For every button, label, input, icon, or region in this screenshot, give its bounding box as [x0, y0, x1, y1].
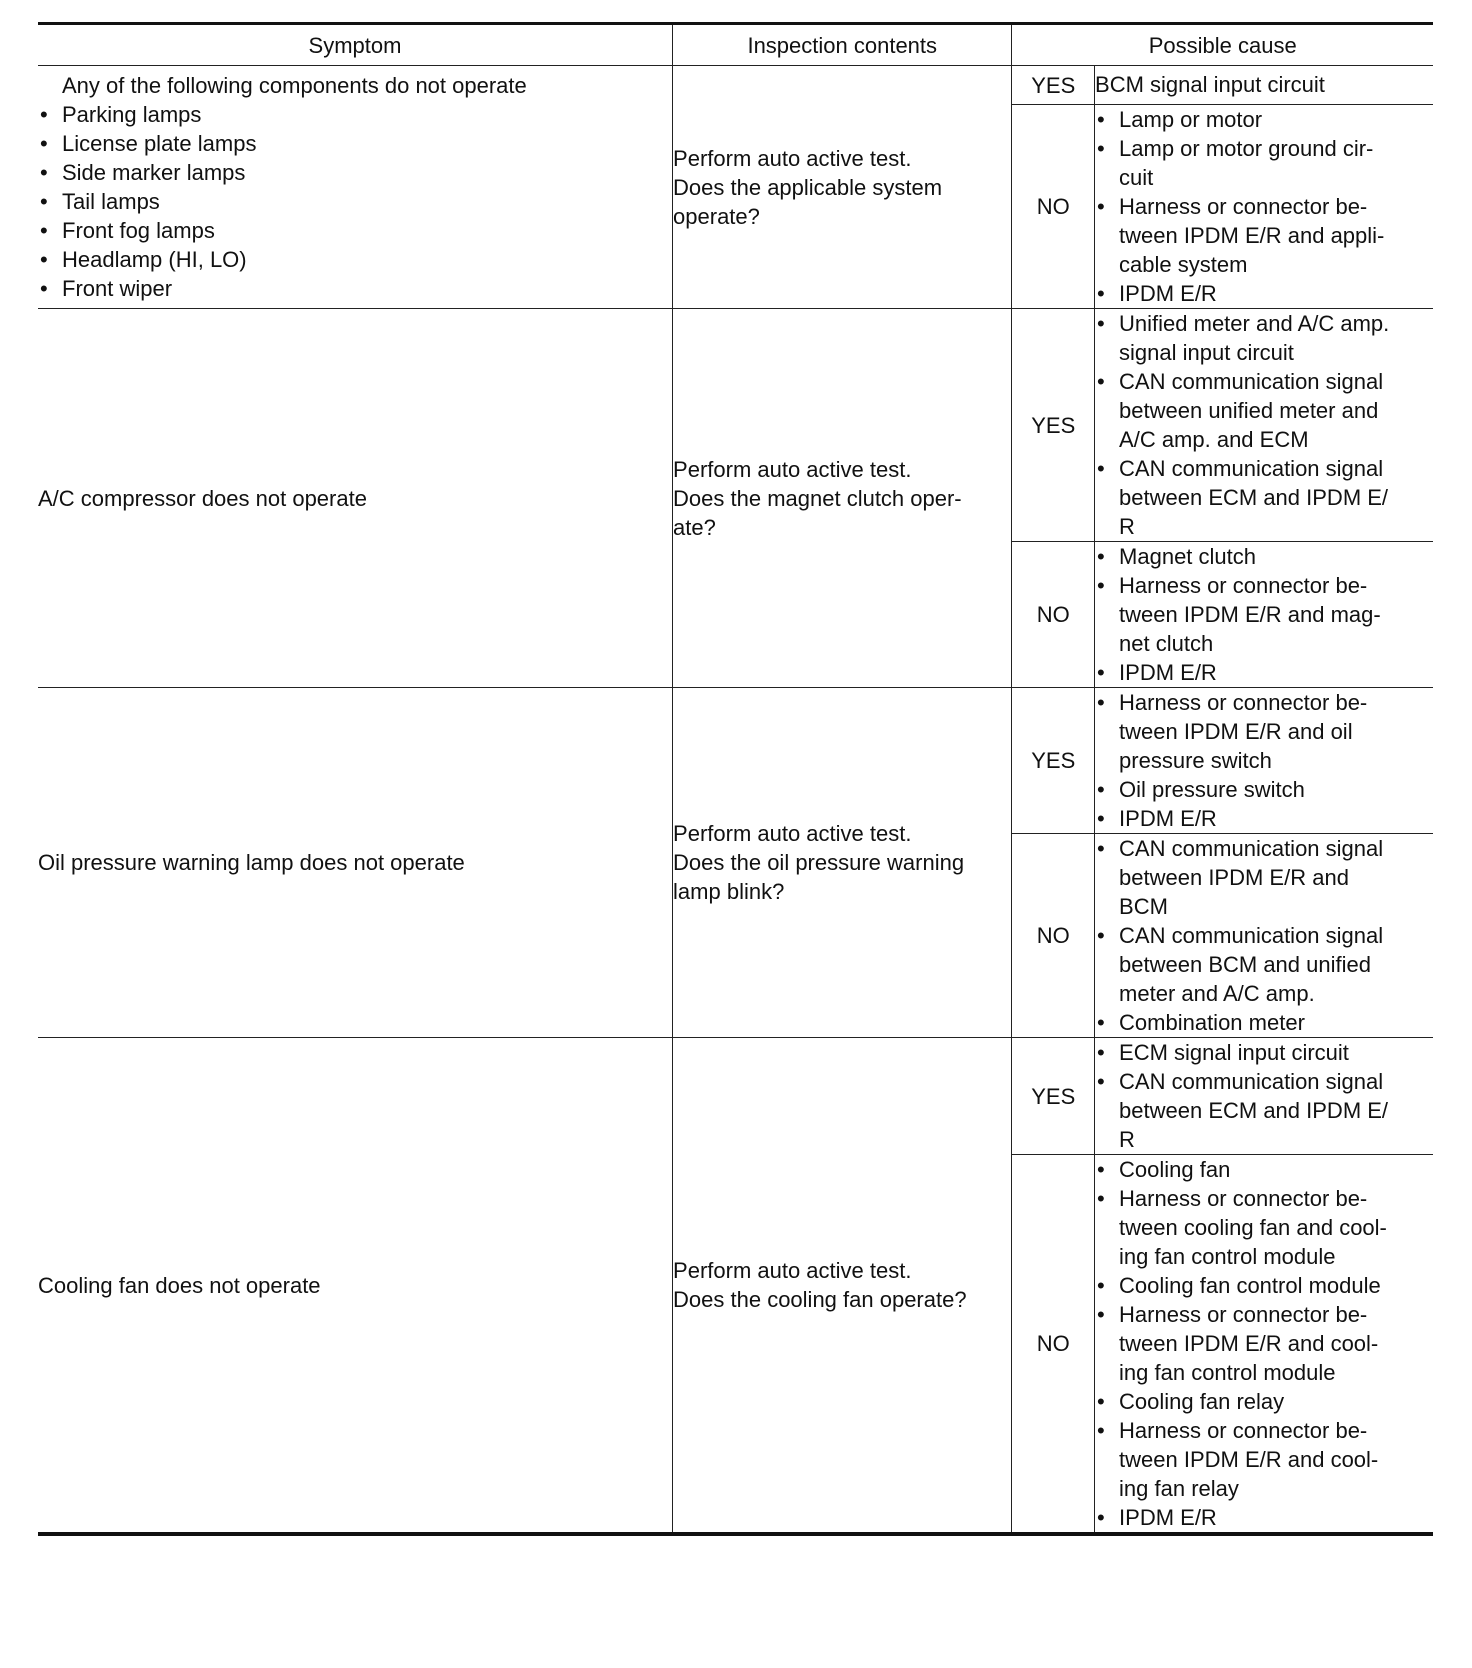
cause-item: • CAN communication signal between unified meter and A/C amp. and ECM — [1095, 367, 1433, 454]
inspection-line: Perform auto active test. — [673, 821, 912, 846]
cause-item: • Cooling fan control module — [1095, 1271, 1433, 1300]
symptom-item: • Front fog lamps — [38, 216, 672, 245]
inspection-cell — [673, 1038, 1012, 1535]
cause-item: • Magnet clutch — [1095, 542, 1433, 571]
cause-item: • Cooling fan — [1095, 1155, 1433, 1184]
inspection-cell — [673, 688, 1012, 1038]
cause-cell — [1095, 1038, 1433, 1155]
cause-item: • CAN communication signal between ECM and IPDM E/ R — [1095, 1067, 1433, 1154]
table-row — [38, 309, 1433, 542]
cause-cell — [1095, 66, 1433, 105]
result-yes: YES — [1012, 66, 1095, 105]
cause-list — [1095, 1155, 1433, 1532]
header-row — [38, 24, 1433, 66]
cause-list — [1095, 105, 1433, 308]
symptom-item: • Parking lamps — [38, 100, 672, 129]
inspection-line: Does the oil pressure warning — [673, 850, 965, 875]
symptom-item: • Tail lamps — [38, 187, 672, 216]
cause-item: • Cooling fan relay — [1095, 1387, 1433, 1416]
result-no: NO — [1012, 542, 1095, 688]
cause-item: • Harness or connector be- tween IPDM E/R and appli- cable system — [1095, 192, 1433, 279]
inspection-line: Does the applicable system — [673, 174, 943, 200]
cause-item: • CAN communication signal between IPDM E/R and BCM — [1095, 834, 1433, 921]
symptom-cell — [38, 66, 673, 309]
diagnosis-table — [38, 22, 1433, 1536]
inspection-line: operate? — [673, 203, 760, 229]
cause-cell — [1095, 309, 1433, 542]
cause-list — [1095, 688, 1433, 833]
cause-list — [1095, 1038, 1433, 1154]
inspection-line: ate? — [673, 514, 716, 540]
cause-item: • IPDM E/R — [1095, 279, 1433, 308]
cause-item: • Combination meter — [1095, 1008, 1433, 1037]
table-row — [38, 688, 1433, 834]
inspection-cell — [673, 309, 1012, 688]
symptom-item: • Side marker lamps — [38, 158, 672, 187]
symptom-cell: A/C compressor does not operate — [38, 309, 673, 688]
inspection-line: Perform auto active test. — [673, 1258, 912, 1283]
cause-cell — [1095, 105, 1433, 309]
cause-cell — [1095, 1155, 1433, 1535]
cause-list — [1095, 834, 1433, 1037]
symptom-item: • Front wiper — [38, 274, 672, 303]
cause-item: • CAN communication signal between BCM and unified meter and A/C amp. — [1095, 921, 1433, 1008]
cause-item: • Harness or connector be- tween IPDM E/R and oil pressure switch — [1095, 688, 1433, 775]
cause-cell — [1095, 542, 1433, 688]
inspection-line: Perform auto active test. — [673, 456, 912, 482]
result-no: NO — [1012, 1155, 1095, 1535]
cause-item: • Harness or connector be- tween IPDM E/R and cool- ing fan relay — [1095, 1416, 1433, 1503]
cause-item: • IPDM E/R — [1095, 658, 1433, 687]
symptom-item: • Headlamp (HI, LO) — [38, 245, 672, 274]
cause-item: • ECM signal input circuit — [1095, 1038, 1433, 1067]
result-yes: YES — [1012, 1038, 1095, 1155]
header-symptom: Symptom — [38, 24, 673, 66]
cause-item: • Harness or connector be- tween IPDM E/R and cool- ing fan control module — [1095, 1300, 1433, 1387]
cause-item: • Harness or connector be- tween IPDM E/R and mag- net clutch — [1095, 571, 1433, 658]
cause-item: • Harness or connector be- tween cooling fan and cool- ing fan control module — [1095, 1184, 1433, 1271]
symptom-cell: Oil pressure warning lamp does not operate — [38, 688, 673, 1038]
inspection-line: Does the cooling fan operate? — [673, 1287, 967, 1312]
cause-item: • Unified meter and A/C amp. signal input circuit — [1095, 309, 1433, 367]
header-possible-cause: Possible cause — [1012, 24, 1433, 66]
table-row — [38, 66, 1433, 105]
cause-item: • CAN communication signal between ECM and IPDM E/ R — [1095, 454, 1433, 541]
cause-cell — [1095, 688, 1433, 834]
symptom-lead: Any of the following components do not operate — [62, 73, 527, 98]
cause-text: BCM signal input circuit — [1095, 71, 1325, 97]
cause-list — [1095, 542, 1433, 687]
inspection-line: Does the magnet clutch oper- — [673, 485, 962, 511]
table-row — [38, 1038, 1433, 1155]
cause-item: • Lamp or motor ground cir- cuit — [1095, 134, 1433, 192]
inspection-cell — [673, 66, 1012, 309]
cause-item: • Lamp or motor — [1095, 105, 1433, 134]
symptom-list — [38, 100, 672, 303]
cause-item: • IPDM E/R — [1095, 1503, 1433, 1532]
cause-item: • Oil pressure switch — [1095, 775, 1433, 804]
cause-list — [1095, 309, 1433, 541]
cause-cell — [1095, 834, 1433, 1038]
result-yes: YES — [1012, 688, 1095, 834]
result-no: NO — [1012, 105, 1095, 309]
result-no: NO — [1012, 834, 1095, 1038]
symptom-item: • License plate lamps — [38, 129, 672, 158]
header-inspection: Inspection contents — [673, 24, 1012, 66]
inspection-line: lamp blink? — [673, 879, 785, 904]
cause-item: • IPDM E/R — [1095, 804, 1433, 833]
symptom-cell: Cooling fan does not operate — [38, 1038, 673, 1535]
inspection-line: Perform auto active test. — [673, 145, 912, 171]
result-yes: YES — [1012, 309, 1095, 542]
